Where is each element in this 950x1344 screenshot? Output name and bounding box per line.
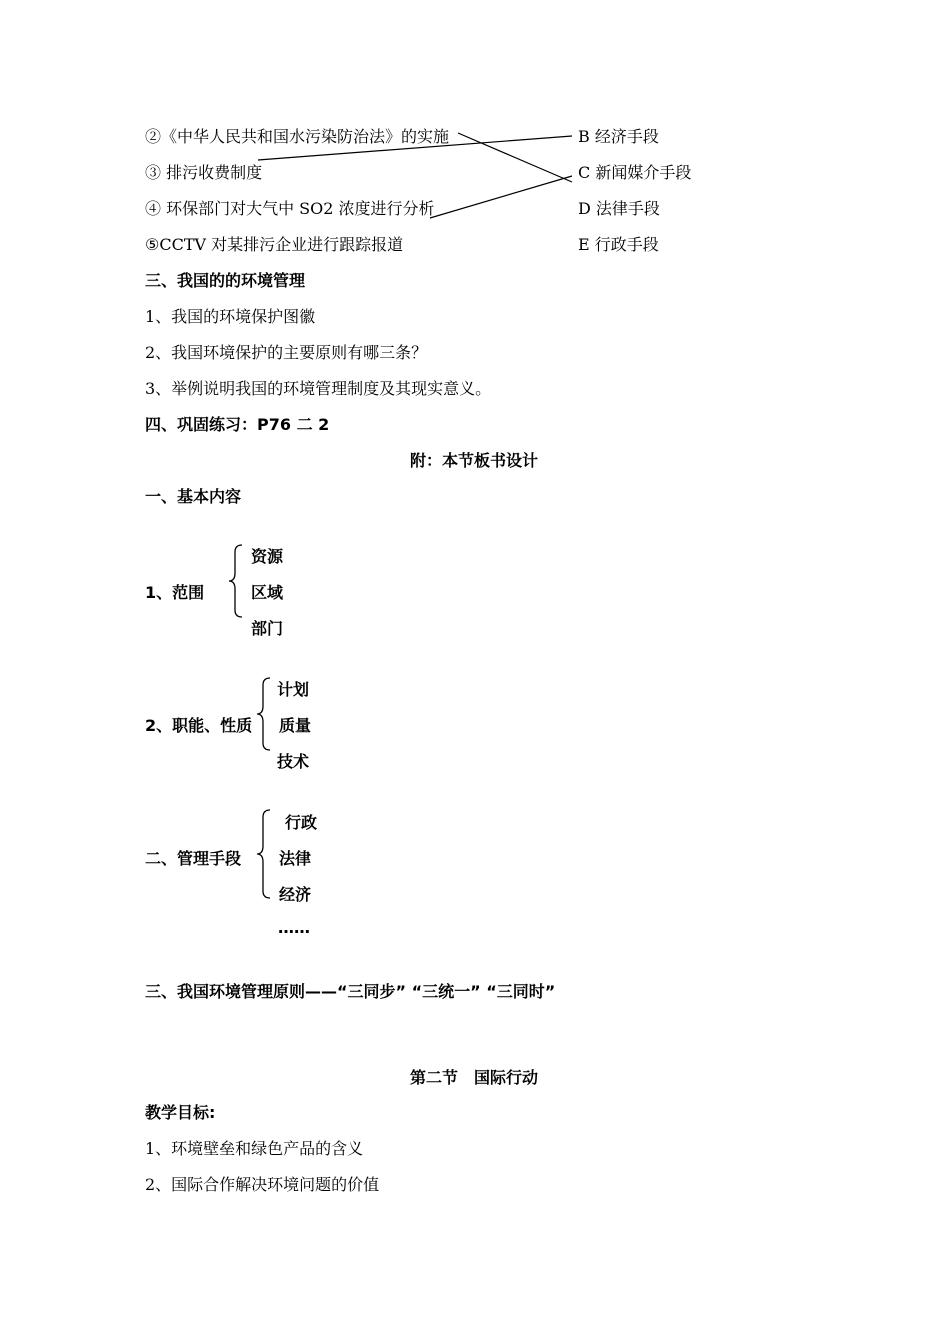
section3-item-3: 3、举例说明我国的环境管理制度及其现实意义。 xyxy=(145,379,492,398)
matching-lines xyxy=(0,0,950,300)
means-item-economic: 经济 xyxy=(279,885,312,904)
brace-icon xyxy=(228,543,246,619)
match-right-item-d: D 法律手段 xyxy=(578,199,660,218)
management-principle: 三、我国环境管理原则——“三同步” “三统一” “三同时” xyxy=(145,982,556,1001)
goal-item-2: 2、国际合作解决环境问题的价值 xyxy=(145,1175,380,1194)
match-line-4-c xyxy=(430,176,572,218)
range-item-department: 部门 xyxy=(251,619,284,638)
brace-icon xyxy=(256,676,274,752)
match-right-item-c: C 新闻媒介手段 xyxy=(578,163,692,182)
function-item-technology: 技术 xyxy=(277,752,310,771)
means-item-ellipsis: …… xyxy=(278,918,310,937)
match-left-item-5: ⑤CCTV 对某排污企业进行跟踪报道 xyxy=(145,235,404,254)
match-right-item-e: E 行政手段 xyxy=(578,235,659,254)
board-title: 附：本节板书设计 xyxy=(410,451,539,470)
goals-label: 教学目标: xyxy=(145,1103,216,1122)
means-label: 二、管理手段 xyxy=(145,849,242,868)
board-heading-1: 一、基本内容 xyxy=(145,487,242,506)
means-item-legal: 法律 xyxy=(279,849,312,868)
function-item-quality: 质量 xyxy=(279,716,312,735)
function-item-plan: 计划 xyxy=(277,680,310,699)
section3-item-2: 2、我国环境保护的主要原则有哪三条？ xyxy=(145,343,428,362)
match-right-item-b: B 经济手段 xyxy=(578,127,659,146)
range-item-region: 区域 xyxy=(251,583,284,602)
range-item-resources: 资源 xyxy=(251,547,284,566)
match-left-item-3: ③ 排污收费制度 xyxy=(145,163,263,182)
brace-icon xyxy=(256,808,274,900)
range-label: 1、范围 xyxy=(145,583,205,602)
means-item-administrative: 行政 xyxy=(285,813,318,832)
match-left-item-2: ②《中华人民共和国水污染防治法》的实施 xyxy=(145,127,450,146)
function-label: 2、职能、性质 xyxy=(145,716,253,735)
match-line-3-b xyxy=(258,136,572,160)
section2-title: 第二节 国际行动 xyxy=(410,1068,539,1087)
section4-heading: 四、巩固练习：P76 二 2 xyxy=(145,415,330,434)
section3-item-1: 1、我国的环境保护图徽 xyxy=(145,307,316,326)
goal-item-1: 1、环境壁垒和绿色产品的含义 xyxy=(145,1139,364,1158)
match-left-item-4: ④ 环保部门对大气中 SO2 浓度进行分析 xyxy=(145,199,435,218)
section3-heading: 三、我国的的环境管理 xyxy=(145,271,306,290)
